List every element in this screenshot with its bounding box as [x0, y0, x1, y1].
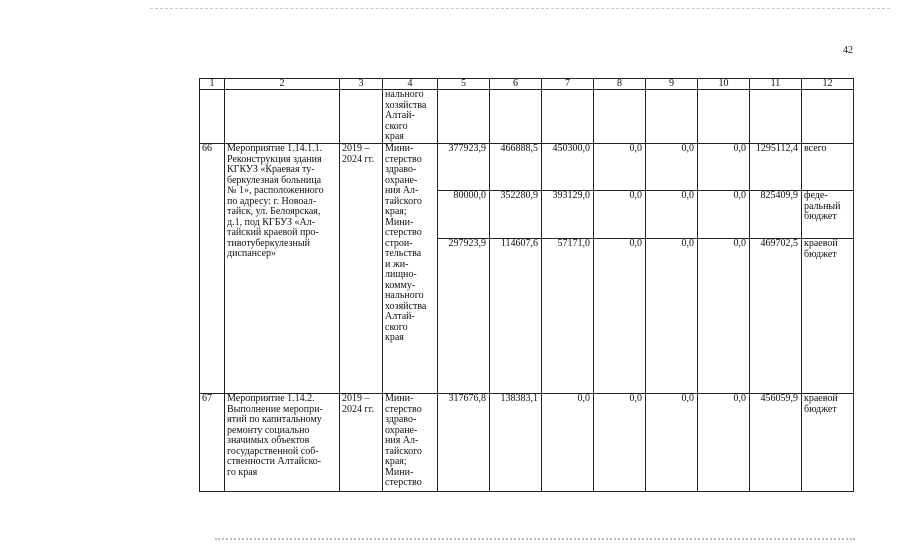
value-cell: 825409,9 — [750, 191, 802, 239]
executor-cell: нального хозяйства Алтай- ского края — [383, 90, 438, 144]
value-cell: 297923,9 — [438, 239, 490, 394]
value-cell: 466888,5 — [490, 144, 542, 191]
row-number: 67 — [200, 394, 225, 492]
value-cell: 0,0 — [594, 394, 646, 492]
measure-name: Мероприятие 1.14.1.1. Реконструкция здания КГКУЗ «Краевая ту- беркулезная больница № 1», расположенного по адресу: г. Новоал- тайск, ул. Белоярская, д.1, под КГБУЗ «Ал- тайский краевой про- тивотуберкулезный диспансер» — [225, 144, 340, 394]
col-header: 11 — [750, 79, 802, 90]
continuation-row — [200, 90, 854, 144]
value-cell: 0,0 — [646, 144, 698, 191]
value-cell: 0,0 — [698, 191, 750, 239]
col-header: 3 — [340, 79, 383, 90]
scan-edge-top — [150, 8, 890, 9]
col-header: 7 — [542, 79, 594, 90]
value-cell: 469702,5 — [750, 239, 802, 394]
measure-name: Мероприятие 1.14.2. Выполнение меропри- ятий по капитальному ремонту социально значимых объектов государственной соб- ственности Алтайско- го края — [225, 394, 340, 492]
header-row — [200, 79, 854, 90]
value-cell: 456059,9 — [750, 394, 802, 492]
value-cell: 57171,0 — [542, 239, 594, 394]
value-cell: 0,0 — [594, 191, 646, 239]
value-cell: 1295112,4 — [750, 144, 802, 191]
funding-source: краевой бюджет — [802, 239, 854, 394]
col-header: 1 — [200, 79, 225, 90]
value-cell: 317676,8 — [438, 394, 490, 492]
value-cell: 393129,0 — [542, 191, 594, 239]
value-cell: 0,0 — [594, 144, 646, 191]
value-cell: 377923,9 — [438, 144, 490, 191]
funding-source: всего — [802, 144, 854, 191]
value-cell: 0,0 — [698, 239, 750, 394]
page-number: 42 — [843, 45, 853, 56]
table-row — [200, 144, 854, 191]
value-cell: 0,0 — [646, 191, 698, 239]
col-header: 6 — [490, 79, 542, 90]
value-cell: 0,0 — [698, 394, 750, 492]
term-cell: 2019 – 2024 гг. — [340, 394, 383, 492]
funding-source: феде- ральный бюджет — [802, 191, 854, 239]
col-header: 12 — [802, 79, 854, 90]
value-cell: 80000,0 — [438, 191, 490, 239]
executor-cell: Мини- стерство здраво- охране- ния Ал- тайского края; Мини- стерство строи- тельства и жи- лищно- комму- нального хозяйства Алтай- ского края — [383, 144, 438, 394]
value-cell: 0,0 — [542, 394, 594, 492]
col-header: 2 — [225, 79, 340, 90]
program-table — [199, 78, 854, 492]
row-number: 66 — [200, 144, 225, 394]
value-cell: 0,0 — [646, 239, 698, 394]
value-cell: 0,0 — [646, 394, 698, 492]
executor-cell: Мини- стерство здраво- охране- ния Ал- тайского края; Мини- стерство — [383, 394, 438, 492]
col-header: 4 — [383, 79, 438, 90]
funding-source: краевой бюджет — [802, 394, 854, 492]
col-header: 8 — [594, 79, 646, 90]
value-cell: 0,0 — [698, 144, 750, 191]
term-cell: 2019 – 2024 гг. — [340, 144, 383, 394]
value-cell: 114607,6 — [490, 239, 542, 394]
col-header: 5 — [438, 79, 490, 90]
value-cell: 138383,1 — [490, 394, 542, 492]
scan-edge-bottom — [215, 538, 855, 540]
value-cell: 450300,0 — [542, 144, 594, 191]
table-row — [200, 394, 854, 492]
col-header: 9 — [646, 79, 698, 90]
value-cell: 352280,9 — [490, 191, 542, 239]
value-cell: 0,0 — [594, 239, 646, 394]
col-header: 10 — [698, 79, 750, 90]
